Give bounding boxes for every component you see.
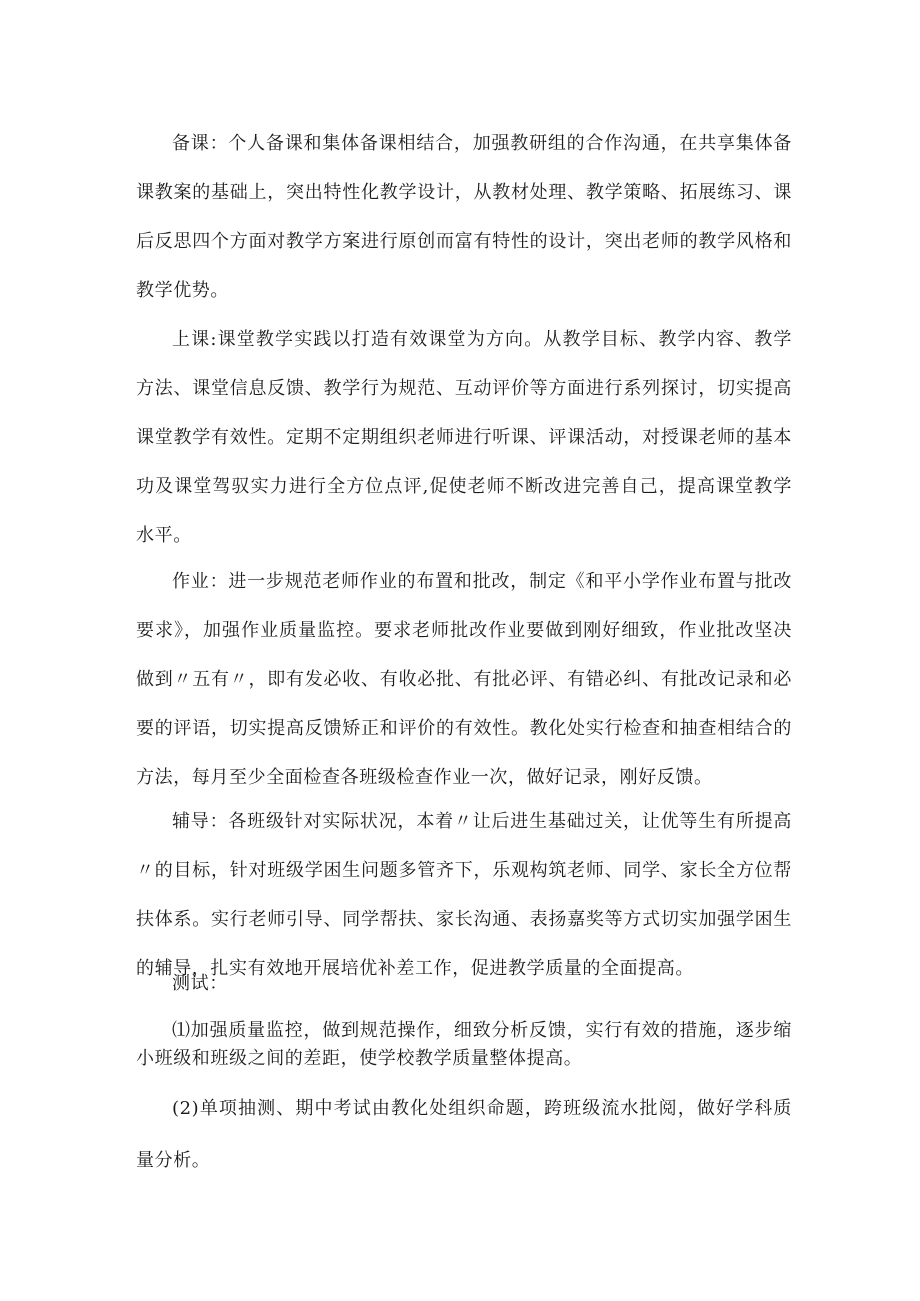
paragraph-testing-item-2: (2)单项抽测、期中考试由教化处组织命题，跨班级流水批阅，做好学科质量分析。 xyxy=(136,1098,792,1171)
paragraph-testing-item-1: ⑴加强质量监控，做到规范操作，细致分析反馈，实行有效的措施，逐步缩小班级和班级之间的差距，使学校教学质量整体提高。 xyxy=(136,1020,792,1069)
paragraph-homework: 作业：进一步规范老师作业的布置和批改，制定《和平小学作业布置与批改要求》，加强作业质量监控。要求老师批改作业要做到刚好细致，作业批改坚决做到〃五有〃，即有发必收、有收必批、有批必评、有错必纠、有批改记录和必要的评语，切实提高反馈矫正和评价的有效性。教化处实行检查和抽查相结合的方法，每月至少全面检查各班级检查作业一次，做好记录，刚好反馈。 xyxy=(136,571,792,788)
paragraph-classroom-teaching: 上课:课堂教学实践以打造有效课堂为方向。从教学目标、教学内容、教学方法、课堂信息反馈、教学行为规范、互动评价等方面进行系列探讨，切实提高课堂教学有效性。定期不定期组织老师进行听课、评课活动，对授课老师的基本功及课堂驾驭实力进行全方位点评,促使老师不断改进完善自己，提高课堂教学水平。 xyxy=(136,329,792,546)
paragraph-tutoring: 辅导：各班级针对实际状况，本着〃让后进生基础过关，让优等生有所提高〃的目标，针对班级学困生问题多管齐下，乐观构筑老师、同学、家长全方位帮扶体系。实行老师引导、同学帮扶、家长沟通、表扬嘉奖等方式切实加强学困生的辅导，扎实有效地开展培优补差工作，促进教学质量的全面提高。 xyxy=(136,811,792,979)
paragraph-testing-heading: 测试： xyxy=(172,973,228,994)
paragraph-lesson-preparation: 备课：个人备课和集体备课相结合，加强教研组的合作沟通，在共享集体备课教案的基础上，突出特性化教学设计，从教材处理、教学策略、拓展练习、课后反思四个方面对教学方案进行原创而富有特性的设计，突出老师的教学风格和教学优势。 xyxy=(136,133,792,301)
